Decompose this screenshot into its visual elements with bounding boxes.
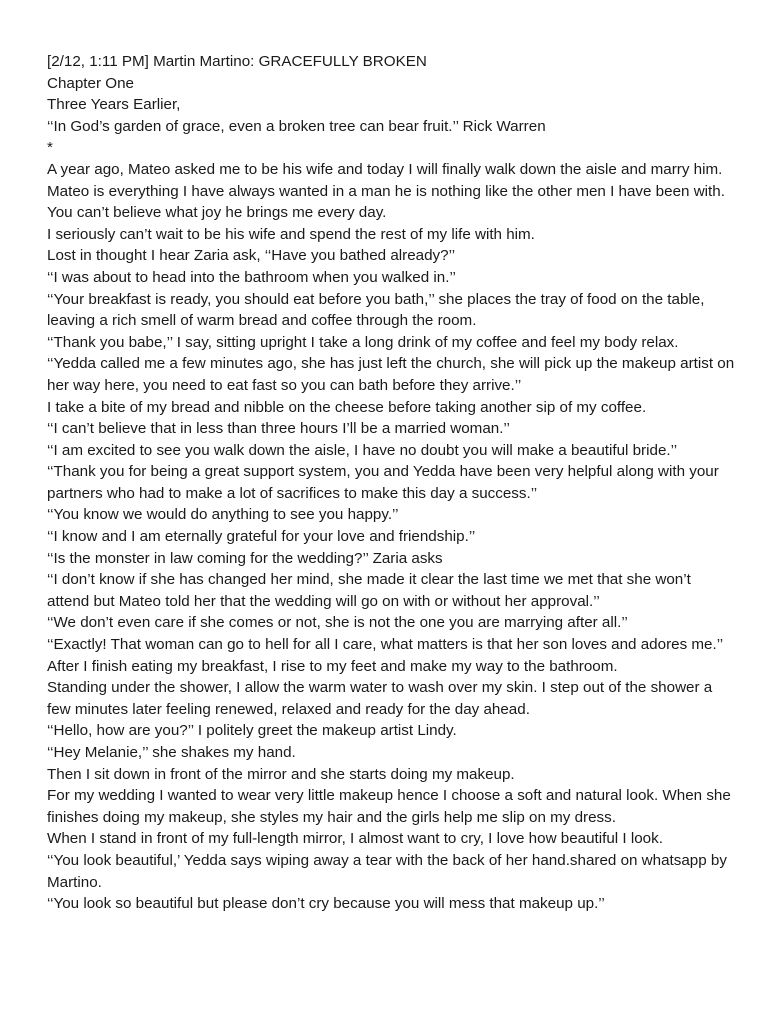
paragraph: ‘‘We don’t even care if she comes or not, she is not the one you are marrying after all.’’	[47, 614, 628, 632]
paragraph: ‘‘Thank you for being a great support system, you and Yedda have been very helpful along with your partners who had to make a lot of sacrifices to make this day a success.’’	[47, 463, 719, 502]
paragraph: Standing under the shower, I allow the warm water to wash over my skin. I step out of the shower a few minutes later feeling renewed, relaxed and ready for the day ahead.	[47, 679, 713, 718]
paragraph: ‘‘Hello, how are you?’’ I politely greet the makeup artist Lindy.	[47, 722, 457, 740]
paragraph: ‘‘Is the monster in law coming for the wedding?’’ Zaria asks	[47, 549, 443, 567]
paragraph: ‘‘Your breakfast is ready, you should eat before you bath,’’ she places the tray of food on the table, leaving a rich smell of warm bread and coffee through the room.	[47, 290, 705, 330]
section-separator: *	[47, 139, 53, 157]
paragraph: ‘‘Exactly! That woman can go to hell for all I care, what matters is that her son loves and adores me.’’	[47, 636, 724, 654]
paragraph: ‘‘I was about to head into the bathroom when you walked in.’’	[47, 268, 456, 286]
paragraph: I seriously can’t wait to be his wife and spend the rest of my life with him.	[47, 225, 535, 243]
paragraph: I take a bite of my bread and nibble on the cheese before taking another sip of my coffee.	[47, 398, 647, 416]
paragraph: Then I sit down in front of the mirror and she starts doing my makeup.	[47, 765, 515, 783]
paragraph: For my wedding I wanted to wear very little makeup hence I choose a soft and natural look. When she finishes doing my makeup, she styles my hair and the girls help me slip on my dress.	[47, 787, 731, 826]
paragraph: ‘‘I am excited to see you walk down the aisle, I have no doubt you will make a beautiful bride.’’	[47, 441, 678, 459]
chapter-title: Chapter One	[47, 74, 134, 92]
paragraph: ‘‘Hey Melanie,’’ she shakes my hand.	[47, 744, 296, 761]
paragraph: ‘‘You look beautiful,’ Yedda says wiping away a tear with the back of her hand.shared on whatsapp by Martino.	[47, 851, 727, 891]
message-header: [2/12, 1:11 PM] Martin Martino: GRACEFULLY BROKEN	[47, 53, 427, 70]
document-page	[47, 51, 737, 915]
paragraph: ‘‘You know we would do anything to see you happy.’’	[47, 506, 399, 524]
paragraph: When I stand in front of my full-length mirror, I almost want to cry, I love how beautiful I look.	[47, 830, 663, 848]
paragraph: ‘‘You look so beautiful but please don’t cry because you will mess that makeup up.’’	[47, 895, 605, 913]
paragraph: After I finish eating my breakfast, I rise to my feet and make my way to the bathroom.	[47, 657, 618, 675]
paragraph: ‘‘I don’t know if she has changed her mind, she made it clear the last time we met that she won’t attend but Mateo told her that the wedding will go on with or without her approval.’’	[47, 571, 691, 610]
paragraph: ‘‘I can’t believe that in less than three hours I’ll be a married woman.’’	[47, 420, 510, 438]
paragraph: Lost in thought I hear Zaria ask, ‘‘Have you bathed already?’’	[47, 247, 456, 265]
paragraph: A year ago, Mateo asked me to be his wife and today I will finally walk down the aisle and marry him. Mateo is everything I have always wanted in a man he is nothing like the other men I have been with.	[47, 160, 725, 200]
paragraph: ‘‘Yedda called me a few minutes ago, she has just left the church, she will pick up the makeup artist on her way here, you need to eat fast so you can bath before they arrive.’’	[47, 355, 735, 394]
paragraph: ‘‘I know and I am eternally grateful for your love and friendship.’’	[47, 528, 476, 546]
epigraph-quote: ‘‘In God’s garden of grace, even a broken tree can bear fruit.’’ Rick Warren	[47, 117, 546, 135]
paragraph: You can’t believe what joy he brings me every day.	[47, 204, 387, 222]
paragraph: ‘‘Thank you babe,’’ I say, sitting upright I take a long drink of my coffee and feel my body relax.	[47, 333, 679, 351]
chapter-subtitle: Three Years Earlier,	[47, 96, 181, 114]
